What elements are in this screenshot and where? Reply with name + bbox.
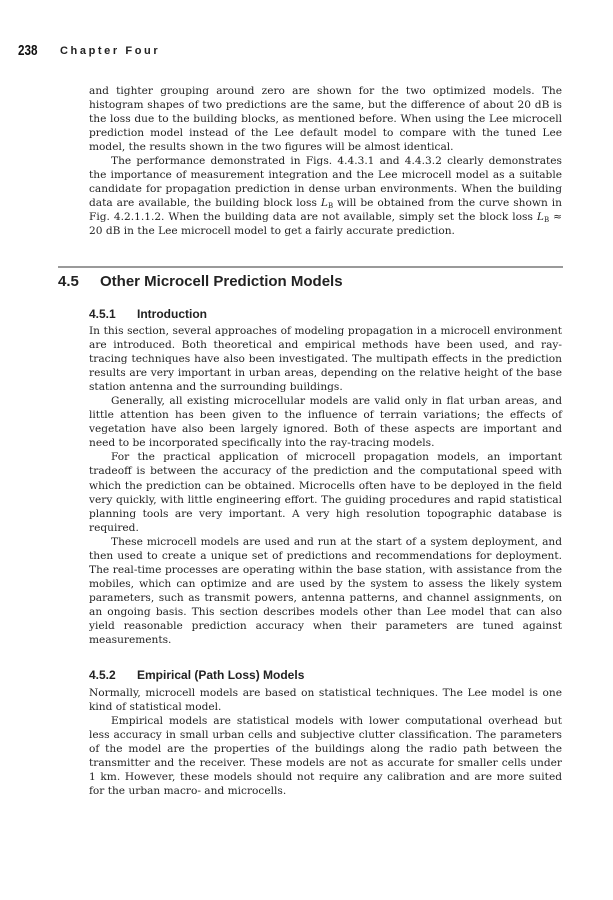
paragraph: Normally, microcell models are based on statistical techniques. The Lee model is one kind of statistical model. (89, 687, 562, 714)
variable: L (320, 197, 328, 210)
paragraph: and tighter grouping around zero are shown for the two optimized models. The histogram shapes of two predictions are the same, but the difference of about 20 dB is the loss due to the building blocks, as mentioned before. When using the Lee microcell prediction model instead of the Lee default model to compare with the tuned Lee model, the results shown in the two figures will be almost identical. (89, 85, 562, 154)
subscript: B (327, 202, 334, 211)
subsection-number: 4.5.1 (89, 307, 116, 321)
paragraph: Empirical models are statistical models with lower computational overhead but less accuracy in small urban cells and subjective clutter classification. The parameters of the model are the properties of the buildings along the radio path between the transmitter and the receiver. These models are not as accurate for smaller cells under 1 km. However, these models should not require any calibration and are more suited for the urban macro- and microcells. (89, 715, 562, 798)
section-number: 4.5 (58, 273, 79, 290)
paragraph: For the practical application of microcell propagation models, an important tradeoff is between the accuracy of the prediction and the computational speed with which the prediction can be obtained. Microcells often have to be deployed in the field very quickly, with little engineering effort. The guiding procedures and rapid statistical planning tools are very important. A very high resolution topographic database is required. (89, 451, 562, 534)
subscript: B (543, 216, 550, 225)
chapter-title: Chapter Four (60, 45, 161, 57)
paragraph-text: ≈ 20 dB in the Lee microcell model to get a fairly accurate prediction. (89, 211, 563, 238)
paragraph: Generally, all existing microcellular models are valid only in flat urban areas, and little attention has been given to the influence of terrain variations; the effects of vegetation have also been largely ignored. Both of these aspects are important and need to be incorporated specifically into the ray-tracing models. (89, 395, 562, 450)
subsection-heading (89, 307, 207, 321)
section-divider (58, 266, 563, 268)
section-title: Other Microcell Prediction Models (100, 273, 343, 290)
variable: L (536, 211, 544, 224)
page-number: 238 (18, 42, 38, 59)
paragraph: In this section, several approaches of modeling propagation in a microcell environment are introduced. Both theoretical and empirical methods have been used, and ray-tracing techniques have also been investigated. The multipath effects in the prediction results are very important in urban areas, depending on the relative height of the base station antenna and the surrounding buildings. (89, 325, 562, 394)
subsection-number: 4.5.2 (89, 668, 116, 682)
subsection-title: Empirical (Path Loss) Models (137, 668, 305, 682)
empirical-text-block (89, 686, 562, 798)
paragraph (89, 154, 562, 238)
paragraph: These microcell models are used and run at the start of a system deployment, and then used to create a unique set of predictions and recommendations for deployment. The real-time processes are operating within the base station, with assistance from the mobiles, which can optimize and are used by the system to assess the likely system parameters, such as transmit powers, antenna patterns, and channel assignments, on an ongoing basis. This section describes models other than Lee model that can also yield reasonable prediction accuracy when their parameters are tuned against measurements. (89, 535, 562, 647)
subsection-heading (89, 668, 304, 682)
paragraph-text: will be obtained from the curve shown in Fig. 4.2.1.1.2. When the building data are not available, simply set the block loss (89, 197, 562, 224)
top-text-block (89, 84, 562, 239)
subsection-title: Introduction (137, 307, 207, 321)
paragraph-text: The performance demonstrated in Figs. 4.4.3.1 and 4.4.3.2 clearly demonstrates the importance of measurement integration and the Lee microcell model as a suitable candidate for propagation prediction in dense urban environments. When the building data are available, the building block loss (89, 155, 562, 210)
introduction-text-block (89, 324, 562, 647)
